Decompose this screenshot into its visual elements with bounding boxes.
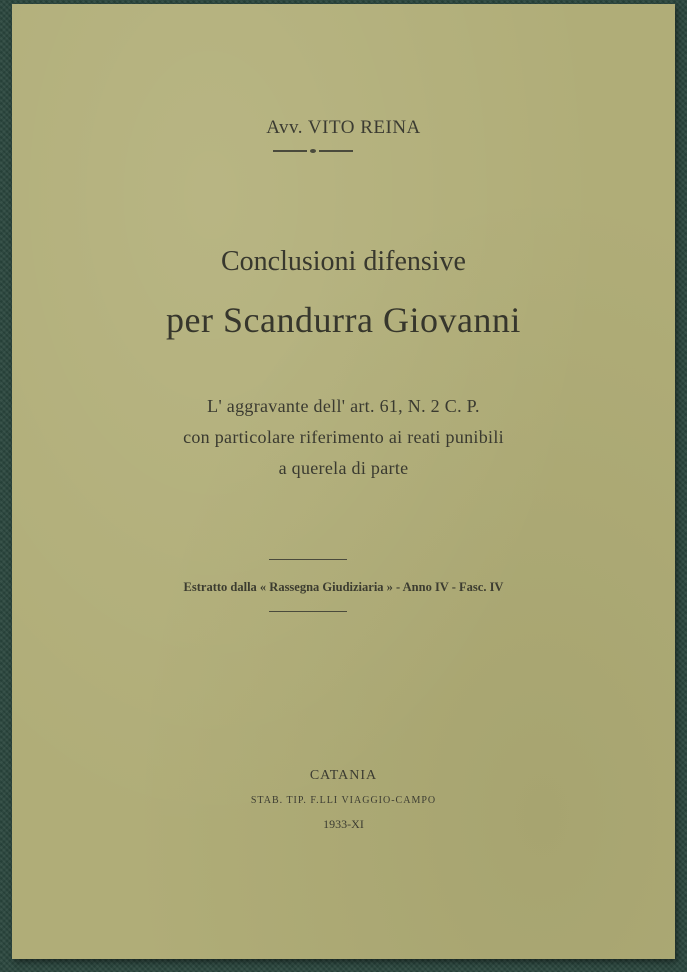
divider-rule-top: [269, 559, 347, 560]
printer-name: STAB. TIP. F.LLI VIAGGIO-CAMPO: [250, 795, 437, 806]
publication-year: 1933-XI: [323, 817, 364, 831]
title-line-2: per Scandurra Giovanni: [166, 300, 521, 340]
publication-city: CATANIA: [309, 768, 378, 783]
subtitle-line-2: con particolare riferimento ai reati punibili: [183, 427, 504, 447]
ornament-divider: [273, 149, 353, 153]
pamphlet-cover: [12, 4, 675, 959]
divider-rule-bottom: [269, 611, 347, 612]
author-name: Avv. VITO REINA: [266, 117, 421, 138]
title-line-1: Conclusioni difensive: [221, 246, 466, 277]
extract-note: Estratto dalla « Rassegna Giudiziaria » - Anno IV - Fasc. IV: [183, 580, 504, 594]
subtitle-line-1: L' aggravante dell' art. 61, N. 2 C. P.: [207, 396, 480, 416]
subtitle-line-3: a querela di parte: [278, 458, 409, 478]
